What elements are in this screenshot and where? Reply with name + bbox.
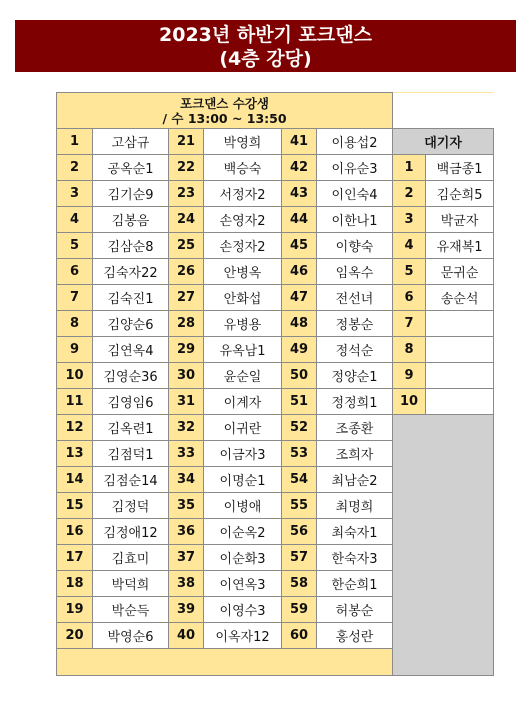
student-number: 19	[57, 597, 93, 623]
student-name: 전선녀	[317, 285, 393, 311]
student-number: 2	[57, 155, 93, 181]
student-name: 이한나1	[317, 207, 393, 233]
student-name: 김숙자22	[93, 259, 169, 285]
waitlist-name: 백금종1	[426, 155, 494, 181]
student-number: 22	[169, 155, 204, 181]
footer-blank	[57, 649, 393, 676]
student-name: 이향숙	[317, 233, 393, 259]
table-row	[57, 337, 494, 363]
roster-header-row	[57, 93, 494, 129]
waitlist-number: 1	[393, 155, 426, 181]
student-name: 유옥남1	[204, 337, 282, 363]
student-name: 최숙자1	[317, 519, 393, 545]
student-number: 3	[57, 181, 93, 207]
title-banner	[15, 20, 516, 72]
student-name: 김옥련1	[93, 415, 169, 441]
waitlist-name: 송순석	[426, 285, 494, 311]
student-number: 21	[169, 129, 204, 155]
student-number: 9	[57, 337, 93, 363]
waitlist-name	[426, 311, 494, 337]
table-row	[57, 181, 494, 207]
student-name: 손정자2	[204, 233, 282, 259]
student-name: 최남순2	[317, 467, 393, 493]
student-number: 57	[282, 545, 317, 571]
student-name: 김봉음	[93, 207, 169, 233]
student-name: 이금자3	[204, 441, 282, 467]
student-number: 33	[169, 441, 204, 467]
student-number: 5	[57, 233, 93, 259]
table-row	[57, 389, 494, 415]
student-name: 김점순14	[93, 467, 169, 493]
student-name: 이귀란	[204, 415, 282, 441]
student-name: 김효미	[93, 545, 169, 571]
student-name: 김정덕	[93, 493, 169, 519]
table-row	[57, 363, 494, 389]
student-number: 7	[57, 285, 93, 311]
table-row	[57, 207, 494, 233]
student-name: 김양순6	[93, 311, 169, 337]
student-number: 60	[282, 623, 317, 649]
student-name: 이명순1	[204, 467, 282, 493]
waitlist-name: 유재복1	[426, 233, 494, 259]
student-number: 32	[169, 415, 204, 441]
student-number: 13	[57, 441, 93, 467]
student-name: 최명희	[317, 493, 393, 519]
student-number: 6	[57, 259, 93, 285]
student-name: 정봉순	[317, 311, 393, 337]
student-name: 이연옥3	[204, 571, 282, 597]
student-number: 35	[169, 493, 204, 519]
student-name: 안병옥	[204, 259, 282, 285]
student-number: 52	[282, 415, 317, 441]
student-number: 24	[169, 207, 204, 233]
student-number: 51	[282, 389, 317, 415]
student-name: 조희자	[317, 441, 393, 467]
student-name: 이순화3	[204, 545, 282, 571]
student-name: 고삼규	[93, 129, 169, 155]
student-name: 박덕희	[93, 571, 169, 597]
student-name: 김영임6	[93, 389, 169, 415]
student-name: 이영수3	[204, 597, 282, 623]
student-name: 김숙진1	[93, 285, 169, 311]
title-line-2: (4층 강당)	[219, 48, 312, 70]
student-name: 박영순6	[93, 623, 169, 649]
student-number: 34	[169, 467, 204, 493]
student-name: 이유순3	[317, 155, 393, 181]
student-name: 서정자2	[204, 181, 282, 207]
student-name: 임옥수	[317, 259, 393, 285]
waitlist-name	[426, 389, 494, 415]
student-number: 43	[282, 181, 317, 207]
student-number: 49	[282, 337, 317, 363]
student-number: 18	[57, 571, 93, 597]
table-row	[57, 285, 494, 311]
roster-header-line-1: 포크댄스 수강생	[180, 95, 269, 111]
student-number: 20	[57, 623, 93, 649]
student-name: 박영희	[204, 129, 282, 155]
student-number: 36	[169, 519, 204, 545]
waitlist-number: 8	[393, 337, 426, 363]
student-number: 42	[282, 155, 317, 181]
waitlist-number: 4	[393, 233, 426, 259]
student-number: 10	[57, 363, 93, 389]
roster-header-line-2: / 수 13:00 ~ 13:50	[162, 110, 287, 126]
student-name: 백승숙	[204, 155, 282, 181]
student-name: 한숙자3	[317, 545, 393, 571]
student-name: 김영순36	[93, 363, 169, 389]
student-name: 김연옥4	[93, 337, 169, 363]
student-name: 김점덕1	[93, 441, 169, 467]
table-row	[57, 415, 494, 441]
student-number: 55	[282, 493, 317, 519]
student-name: 홍성란	[317, 623, 393, 649]
student-number: 26	[169, 259, 204, 285]
table-row	[57, 259, 494, 285]
student-number: 56	[282, 519, 317, 545]
student-number: 8	[57, 311, 93, 337]
student-number: 17	[57, 545, 93, 571]
waitlist-number: 2	[393, 181, 426, 207]
header-spacer	[393, 93, 494, 129]
student-number: 1	[57, 129, 93, 155]
student-number: 45	[282, 233, 317, 259]
student-name: 정양순1	[317, 363, 393, 389]
student-name: 안화섭	[204, 285, 282, 311]
student-name: 손영자2	[204, 207, 282, 233]
student-number: 12	[57, 415, 93, 441]
waitlist-empty-area	[393, 415, 494, 676]
student-number: 16	[57, 519, 93, 545]
student-name: 박순득	[93, 597, 169, 623]
student-number: 4	[57, 207, 93, 233]
student-name: 허봉순	[317, 597, 393, 623]
student-number: 30	[169, 363, 204, 389]
student-number: 11	[57, 389, 93, 415]
student-number: 58	[282, 571, 317, 597]
student-number: 54	[282, 467, 317, 493]
table-row	[57, 129, 494, 155]
student-number: 59	[282, 597, 317, 623]
waitlist-name	[426, 363, 494, 389]
waitlist-number: 9	[393, 363, 426, 389]
waitlist-name: 김순희5	[426, 181, 494, 207]
student-number: 37	[169, 545, 204, 571]
student-name: 유병용	[204, 311, 282, 337]
student-name: 이옥자12	[204, 623, 282, 649]
waitlist-number: 3	[393, 207, 426, 233]
student-number: 23	[169, 181, 204, 207]
waitlist-number: 7	[393, 311, 426, 337]
student-number: 25	[169, 233, 204, 259]
student-name: 김기순9	[93, 181, 169, 207]
student-number: 28	[169, 311, 204, 337]
student-name: 이인숙4	[317, 181, 393, 207]
table-row	[57, 233, 494, 259]
student-number: 31	[169, 389, 204, 415]
student-name: 이병애	[204, 493, 282, 519]
student-name: 이순옥2	[204, 519, 282, 545]
student-name: 정정희1	[317, 389, 393, 415]
waitlist-number: 5	[393, 259, 426, 285]
student-number: 15	[57, 493, 93, 519]
student-number: 41	[282, 129, 317, 155]
student-number: 39	[169, 597, 204, 623]
student-number: 46	[282, 259, 317, 285]
roster-header	[57, 93, 393, 129]
student-number: 53	[282, 441, 317, 467]
waitlist-number: 6	[393, 285, 426, 311]
student-name: 이계자	[204, 389, 282, 415]
student-name: 공옥순1	[93, 155, 169, 181]
waitlist-name: 박균자	[426, 207, 494, 233]
table-row	[57, 311, 494, 337]
student-number: 50	[282, 363, 317, 389]
student-name: 한순희1	[317, 571, 393, 597]
student-name: 윤순일	[204, 363, 282, 389]
waitlist-name: 문귀순	[426, 259, 494, 285]
table-row	[57, 155, 494, 181]
student-number: 38	[169, 571, 204, 597]
student-name: 이용섭2	[317, 129, 393, 155]
student-number: 29	[169, 337, 204, 363]
student-number: 48	[282, 311, 317, 337]
student-name: 정석순	[317, 337, 393, 363]
student-number: 27	[169, 285, 204, 311]
student-name: 조종환	[317, 415, 393, 441]
student-number: 44	[282, 207, 317, 233]
student-name: 김삼순8	[93, 233, 169, 259]
waitlist-number: 10	[393, 389, 426, 415]
title-line-1: 2023년 하반기 포크댄스	[159, 24, 372, 46]
student-number: 14	[57, 467, 93, 493]
student-number: 40	[169, 623, 204, 649]
student-name: 김정애12	[93, 519, 169, 545]
waitlist-header: 대기자	[393, 129, 494, 155]
student-number: 47	[282, 285, 317, 311]
roster-table	[56, 92, 494, 676]
waitlist-name	[426, 337, 494, 363]
